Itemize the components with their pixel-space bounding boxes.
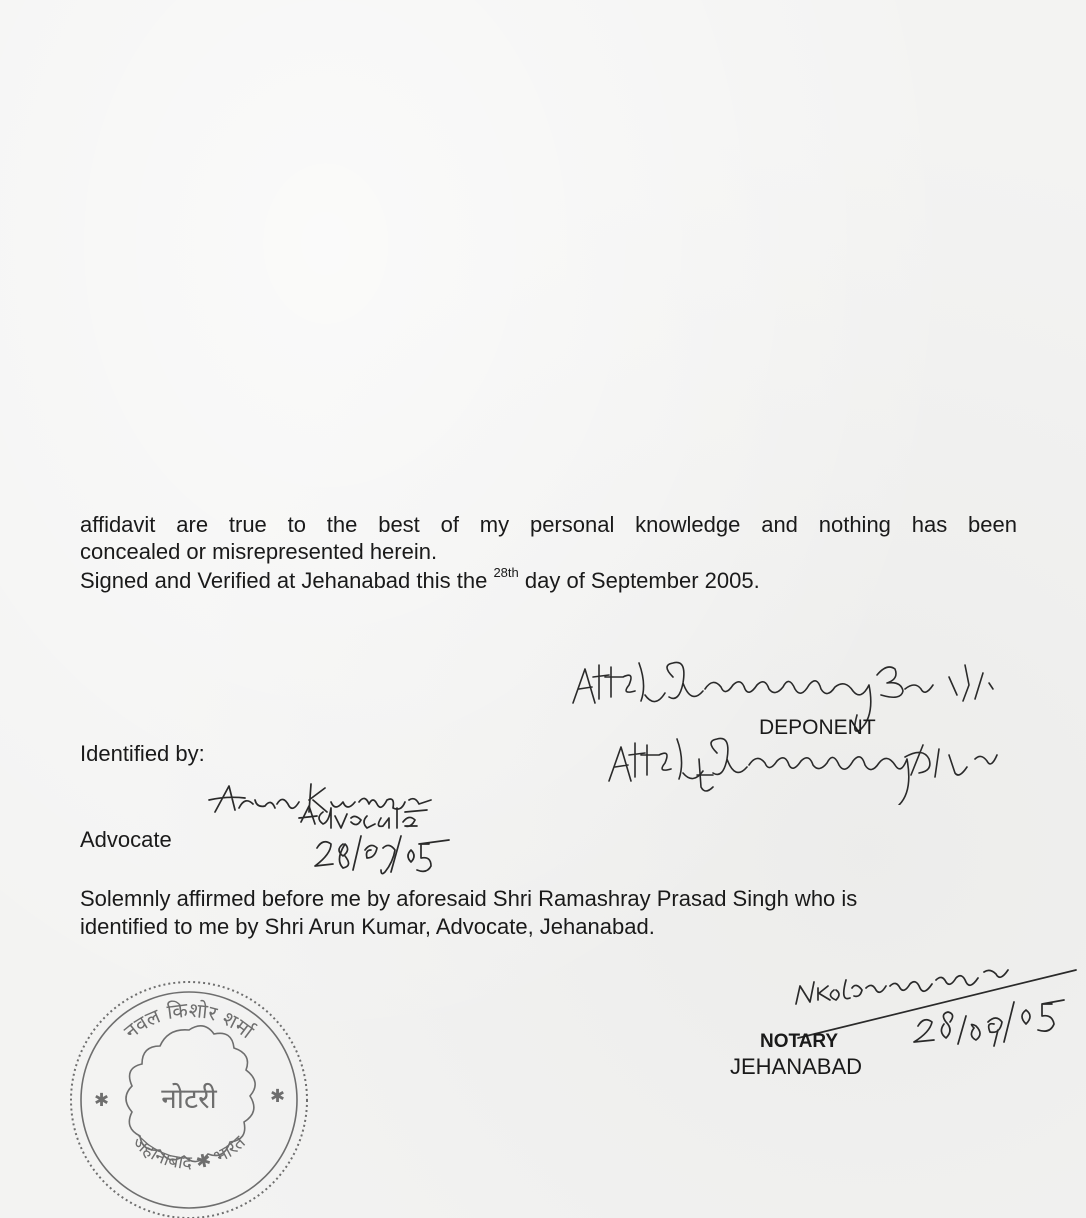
identified-by-label: Identified by: (80, 741, 205, 766)
notary-label: NOTARY (760, 1031, 839, 1052)
seal-top-text: नवल किशोर शर्मा (119, 997, 259, 1044)
seal-bottom-text: जहानाबाद ✱ भारत (128, 1131, 250, 1174)
affirmation-line-2: identified to me by Shri Arun Kumar, Advocate, Jehanabad. (80, 914, 655, 939)
affidavit-line-2: concealed or misrepresented herein. (80, 539, 438, 564)
deponent-label: DEPONENT (759, 716, 876, 739)
seal-center-text: नोटरी (161, 1082, 217, 1115)
notary-seal-stamp (64, 972, 314, 1218)
signed-prefix: Signed and Verified at Jehanabad this the (80, 568, 488, 593)
affidavit-line-1: affidavit are true to the best of my personal knowledge and nothing has been (80, 512, 1017, 537)
seal-star-left-icon: ✱ (94, 1090, 110, 1111)
signed-suffix: day of September 2005. (524, 568, 760, 593)
advocate-signature (205, 778, 465, 878)
seal-star-right-icon: ✱ (270, 1086, 286, 1107)
signed-verified-line (80, 564, 760, 594)
advocate-label: Advocate (80, 827, 172, 852)
notary-place: JEHANABAD (730, 1054, 863, 1079)
affirmation-line-1: Solemnly affirmed before me by aforesaid Shri Ramashray Prasad Singh who is (80, 886, 858, 911)
day-number: 28th (493, 564, 519, 580)
